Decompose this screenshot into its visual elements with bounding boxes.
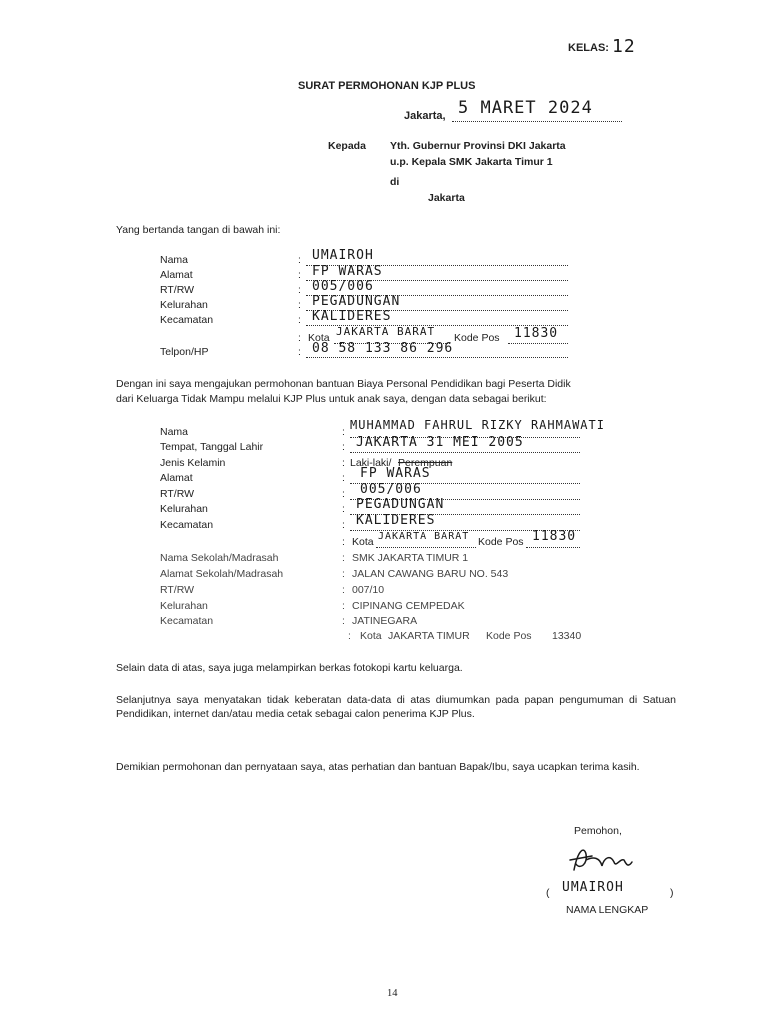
applicant-kodepos-dotline xyxy=(508,343,568,344)
applicant-telpon-dotline xyxy=(306,357,568,358)
student-jk-female: Perempuan xyxy=(398,457,453,469)
recipient-line-2: u.p. Kepala SMK Jakarta Timur 1 xyxy=(390,156,553,168)
colon: : xyxy=(342,426,345,438)
applicant-kodepos-label: Kode Pos xyxy=(454,332,500,344)
closing-paragraph-1: Selain data di atas, saya juga melampirkan berkas fotokopi kartu keluarga. xyxy=(116,662,463,674)
student-kota-label: Kota xyxy=(352,536,374,548)
signature-scribble xyxy=(566,840,646,880)
student-alamat-label: Alamat xyxy=(160,472,193,484)
applicant-kodepos-value: 11830 xyxy=(514,326,559,341)
colon: : xyxy=(342,615,345,627)
colon: : xyxy=(342,519,345,531)
kelas-value: 12 xyxy=(612,36,636,57)
colon: : xyxy=(342,552,345,564)
colon: : xyxy=(298,254,301,266)
student-jk-label: Jenis Kelamin xyxy=(160,457,226,469)
student-kota-value: JAKARTA BARAT xyxy=(378,531,470,542)
closing-paragraph-3: Demikian permohonan dan pernyataan saya, atas perhatian dan bantuan Bapak/Ibu, saya ucapkan terima kasih. xyxy=(116,761,640,773)
colon: : xyxy=(342,568,345,580)
colon: : xyxy=(298,346,301,358)
applicant-kelurahan-value: PEGADUNGAN xyxy=(312,294,401,309)
recipient-line-4: Jakarta xyxy=(428,192,465,204)
applicant-rtrw-value: 005/006 xyxy=(312,279,374,294)
colon: : xyxy=(342,472,345,484)
student-kota-dotline xyxy=(376,547,476,548)
colon: : xyxy=(342,584,345,596)
applicant-alamat-label: Alamat xyxy=(160,269,193,281)
school-kecamatan-label: Kecamatan xyxy=(160,615,214,627)
school-address-label: Alamat Sekolah/Madrasah xyxy=(160,568,284,580)
date-dotline xyxy=(452,121,622,122)
school-rtrw-label: RT/RW xyxy=(160,584,195,596)
applicant-kota-label: Kota xyxy=(308,332,330,344)
school-kodepos-value: 13340 xyxy=(552,630,582,642)
recipient-line-1: Yth. Gubernur Provinsi DKI Jakarta xyxy=(390,140,566,152)
school-kota-label: Kota xyxy=(360,630,382,642)
student-kodepos-value: 11830 xyxy=(532,529,577,544)
student-ttl-value: JAKARTA 31 MEI 2005 xyxy=(356,435,524,450)
applicant-kelurahan-label: Kelurahan xyxy=(160,299,208,311)
applicant-telpon-label: Telpon/HP xyxy=(160,346,209,358)
student-kecamatan-value: KALIDERES xyxy=(356,513,436,528)
applicant-kecamatan-value: KALIDERES xyxy=(312,309,392,324)
colon: : xyxy=(298,314,301,326)
colon: : xyxy=(342,503,345,515)
signature-close-paren: ) xyxy=(670,887,674,899)
colon: : xyxy=(298,269,301,281)
closing-paragraph-2: Selanjutnya saya menyatakan tidak keberatan data-data di atas diumumkan pada papan pengumuman di Satuan Pendidikan, internet dan/atau media cetak sebagai calon penerima KJP Plus. xyxy=(116,694,676,720)
student-nama-value: MUHAMMAD FAHRUL RIZKY RAHMAWATI xyxy=(350,418,605,432)
date-handwritten: 5 MARET 2024 xyxy=(458,98,593,118)
school-rtrw-value: 007/10 xyxy=(352,584,385,596)
colon: : xyxy=(298,284,301,296)
student-jk-male: Laki-laki/ xyxy=(350,457,392,469)
student-rtrw-label: RT/RW xyxy=(160,488,195,500)
school-kodepos-label: Kode Pos xyxy=(486,630,532,642)
student-ttl-label: Tempat, Tanggal Lahir xyxy=(160,441,264,453)
colon: : xyxy=(342,488,345,500)
letter-title: SURAT PERMOHONAN KJP PLUS xyxy=(298,80,476,92)
kepada-label: Kepada xyxy=(328,140,366,152)
page-number: 14 xyxy=(387,988,398,999)
student-kelurahan-value: PEGADUNGAN xyxy=(356,497,445,512)
applicant-nama-label: Nama xyxy=(160,254,189,266)
student-nama-label: Nama xyxy=(160,426,189,438)
school-kota-value: JAKARTA TIMUR xyxy=(388,630,470,642)
recipient-line-3: di xyxy=(390,176,400,188)
colon: : xyxy=(298,332,301,344)
student-rtrw-value: 005/006 xyxy=(360,482,422,497)
student-kecamatan-label: Kecamatan xyxy=(160,519,214,531)
signature-name: UMAIROH xyxy=(562,880,624,895)
applicant-kota-value: JAKARTA BARAT xyxy=(336,325,436,338)
colon: : xyxy=(348,630,351,642)
school-address-value: JALAN CAWANG BARU NO. 543 xyxy=(352,568,509,580)
applicant-nama-value: UMAIROH xyxy=(312,248,374,263)
student-kodepos-label: Kode Pos xyxy=(478,536,524,548)
student-kodepos-dotline xyxy=(526,547,580,548)
colon: : xyxy=(342,600,345,612)
colon: : xyxy=(298,299,301,311)
applicant-intro: Yang bertanda tangan di bawah ini: xyxy=(116,224,281,236)
school-kelurahan-value: CIPINANG CEMPEDAK xyxy=(352,600,465,612)
colon: : xyxy=(342,457,345,469)
colon: : xyxy=(342,536,345,548)
student-ttl-dotline xyxy=(350,452,580,453)
colon: : xyxy=(342,441,345,453)
school-kelurahan-label: Kelurahan xyxy=(160,600,208,612)
school-name-label: Nama Sekolah/Madrasah xyxy=(160,552,279,564)
pemohon-label: Pemohon, xyxy=(574,825,622,837)
applicant-rtrw-label: RT/RW xyxy=(160,284,195,296)
applicant-telpon-value: 08 58 133 86 296 xyxy=(312,341,454,356)
request-line-2: dari Keluarga Tidak Mampu melalui KJP Plus untuk anak saya, dengan data sebagai berikut: xyxy=(116,393,547,405)
applicant-kecamatan-label: Kecamatan xyxy=(160,314,214,326)
signature-caption: NAMA LENGKAP xyxy=(566,904,649,916)
signature-open-paren: ( xyxy=(546,887,550,899)
school-kecamatan-value: JATINEGARA xyxy=(352,615,418,627)
student-kelurahan-label: Kelurahan xyxy=(160,503,208,515)
kelas-label: KELAS: xyxy=(568,42,609,54)
request-line-1: Dengan ini saya mengajukan permohonan bantuan Biaya Personal Pendidikan bagi Peserta Didik xyxy=(116,378,571,390)
applicant-alamat-value: FP WARAS xyxy=(312,264,383,279)
school-name-value: SMK JAKARTA TIMUR 1 xyxy=(352,552,469,564)
place-label: Jakarta, xyxy=(404,110,446,122)
student-alamat-value: FP WARAS xyxy=(360,466,431,481)
